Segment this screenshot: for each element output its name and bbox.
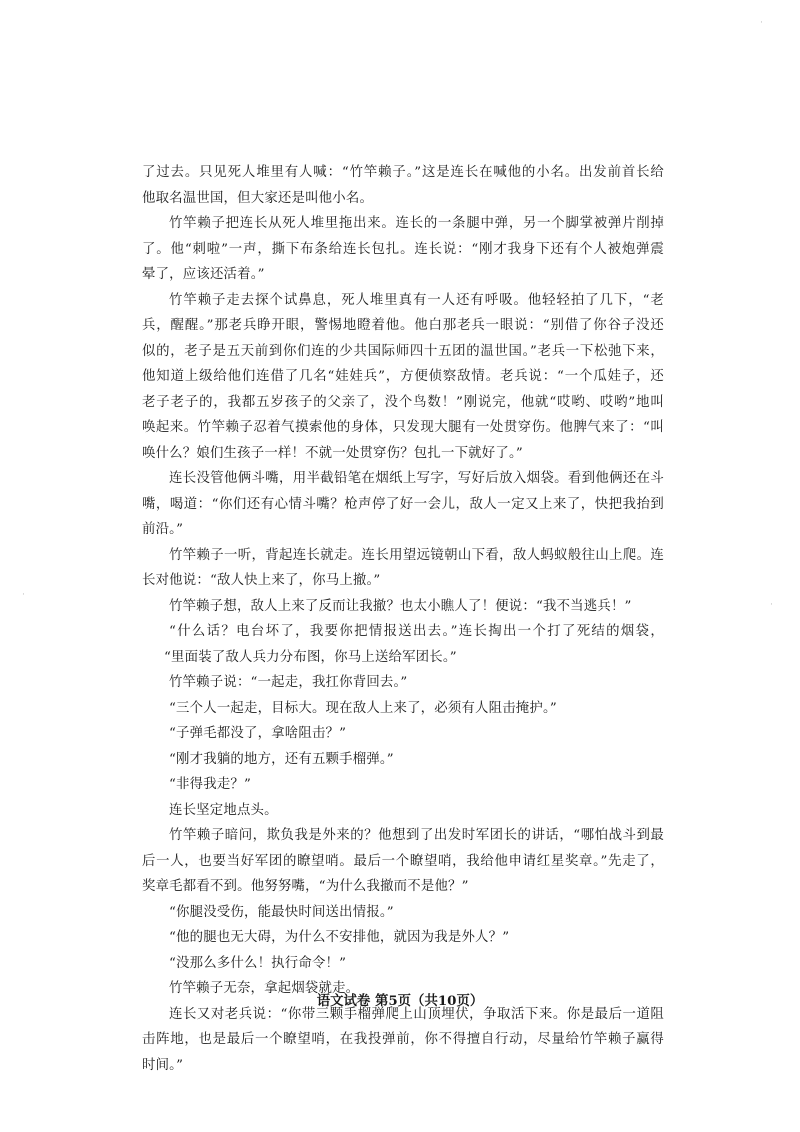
- text-line: “你腿没受伤，能最快时间送出情报。”: [169, 904, 394, 920]
- text-line: 击阵地，也是最后一个瞭望哨，在我投弹前，你不得擅自行动，尽量给竹竿赖子赢得: [142, 1032, 664, 1047]
- page-footer: 语文试卷 第5页（共10页）: [316, 993, 484, 1009]
- text-line: 后一人，也要当好军团的瞭望哨。最后一个瞭望哨，我给他申请红星奖章。”先走了，: [142, 853, 664, 869]
- text-line: “他的腿也无大碍，为什么不安排他，就因为我是外人？”: [169, 930, 510, 945]
- scan-mark: ·: [770, 600, 773, 610]
- text-line: 连长又对老兵说：“你带三颗手榴弹爬上山顶埋伏，争取活下来。你是最后一道阻: [169, 1006, 664, 1022]
- scan-mark: ·: [22, 590, 25, 600]
- text-line: “里面装了敌人兵力分布图，你马上送给军团长。”: [164, 649, 457, 665]
- text-line: 他知道上级给他们连借了几名“娃娃兵”，方便侦察敌情。老兵说：“一个瓜娃子，还: [142, 369, 664, 384]
- text-line: 老子老子的，我都五岁孩子的父亲了，没个鸟数！”刚说完，他就“哎哟、哎哟”地叫: [142, 394, 664, 410]
- text-line: “刚才我躺的地方，还有五颗手榴弹。”: [169, 751, 394, 767]
- text-line: 竹竿赖子把连长从死人堆里拖出来。连长的一条腿中弹，另一个脚掌被弹片削掉: [169, 216, 664, 231]
- text-line: 连长坚定地点头。: [169, 802, 278, 818]
- text-line: “非得我走？”: [169, 777, 252, 792]
- text-line: “没那么多什么！执行命令！”: [169, 955, 347, 971]
- text-line: 兵，醒醒。”那老兵睁开眼，警惕地瞪着他。他白那老兵一眼说：“别借了你谷子没还: [142, 318, 664, 333]
- text-line: 长对他说：“敌人快上来了，你马上撤。”: [142, 573, 381, 588]
- text-line: 竹竿赖子一听，背起连长就走。连长用望远镜朝山下看，敌人蚂蚁般往山上爬。连: [169, 547, 664, 563]
- text-line: 前沿。”: [142, 522, 184, 537]
- text-line: 嘴，喝道：“你们还有心情斗嘴？枪声停了好一会儿，敌人一定又上来了，快把我抬到: [142, 496, 664, 512]
- text-line: 了过去。只见死人堆里有人喊：“竹竿赖子。”这是连长在喊他的小名。出发前首长给: [142, 165, 664, 180]
- text-line: “什么话？电台坏了，我要你把情报送出去。”连长掏出一个打了死结的烟袋，: [169, 624, 664, 639]
- text-line: 竹竿赖子想，敌人上来了反而让我撤？也太小瞧人了！便说：“我不当逃兵！”: [169, 598, 632, 614]
- text-line: 连长没管他俩斗嘴，用半截铅笔在烟纸上写字，写好后放入烟袋。看到他俩还在斗: [169, 471, 664, 486]
- text-line: “子弹毛都没了，拿啥阻击？”: [169, 726, 347, 741]
- text-line: 似的，老子是五天前到你们连的少共国际师四十五团的温世国。”老兵一下松弛下来，: [142, 343, 664, 359]
- text-line: 竹竿赖子暗问，欺负我是外来的？他想到了出发时军团长的讲话，“哪怕战斗到最: [169, 828, 664, 843]
- text-line: 晕了，应该还活着。”: [142, 267, 265, 282]
- text-line: 唤什么？娘们生孩子一样！不就一处贯穿伤？包扎一下就好了。”: [142, 445, 523, 461]
- text-line: 奖章毛都看不到。他努努嘴，“为什么我撤而不是他？”: [142, 879, 469, 894]
- text-line: “三个人一起走，目标大。现在敌人上来了，必须有人阻击掩护。”: [169, 700, 557, 716]
- text-line: 竹竿赖子无奈，拿起烟袋就走。: [169, 981, 360, 996]
- story-text: [142, 160, 664, 1078]
- text-line: 竹竿赖子走去探个试鼻息，死人堆里真有一人还有呼吸。他轻轻拍了几下，“老: [169, 292, 664, 308]
- text-line: 唤起来。竹竿赖子忍着气摸索他的身体，只发现大腿有一处贯穿伤。他脾气来了：“叫: [142, 420, 664, 435]
- text-line: 竹竿赖子说：“一起走，我扛你背回去。”: [169, 675, 408, 690]
- scan-mark: ·: [760, 18, 763, 28]
- text-line: 他取名温世国，但大家还是叫他小名。: [142, 190, 374, 206]
- text-line: 时间。”: [142, 1057, 184, 1073]
- text-line: 了。他“刺啦”一声，撕下布条给连长包扎。连长说：“刚才我身下还有个人被炮弹震: [142, 241, 664, 257]
